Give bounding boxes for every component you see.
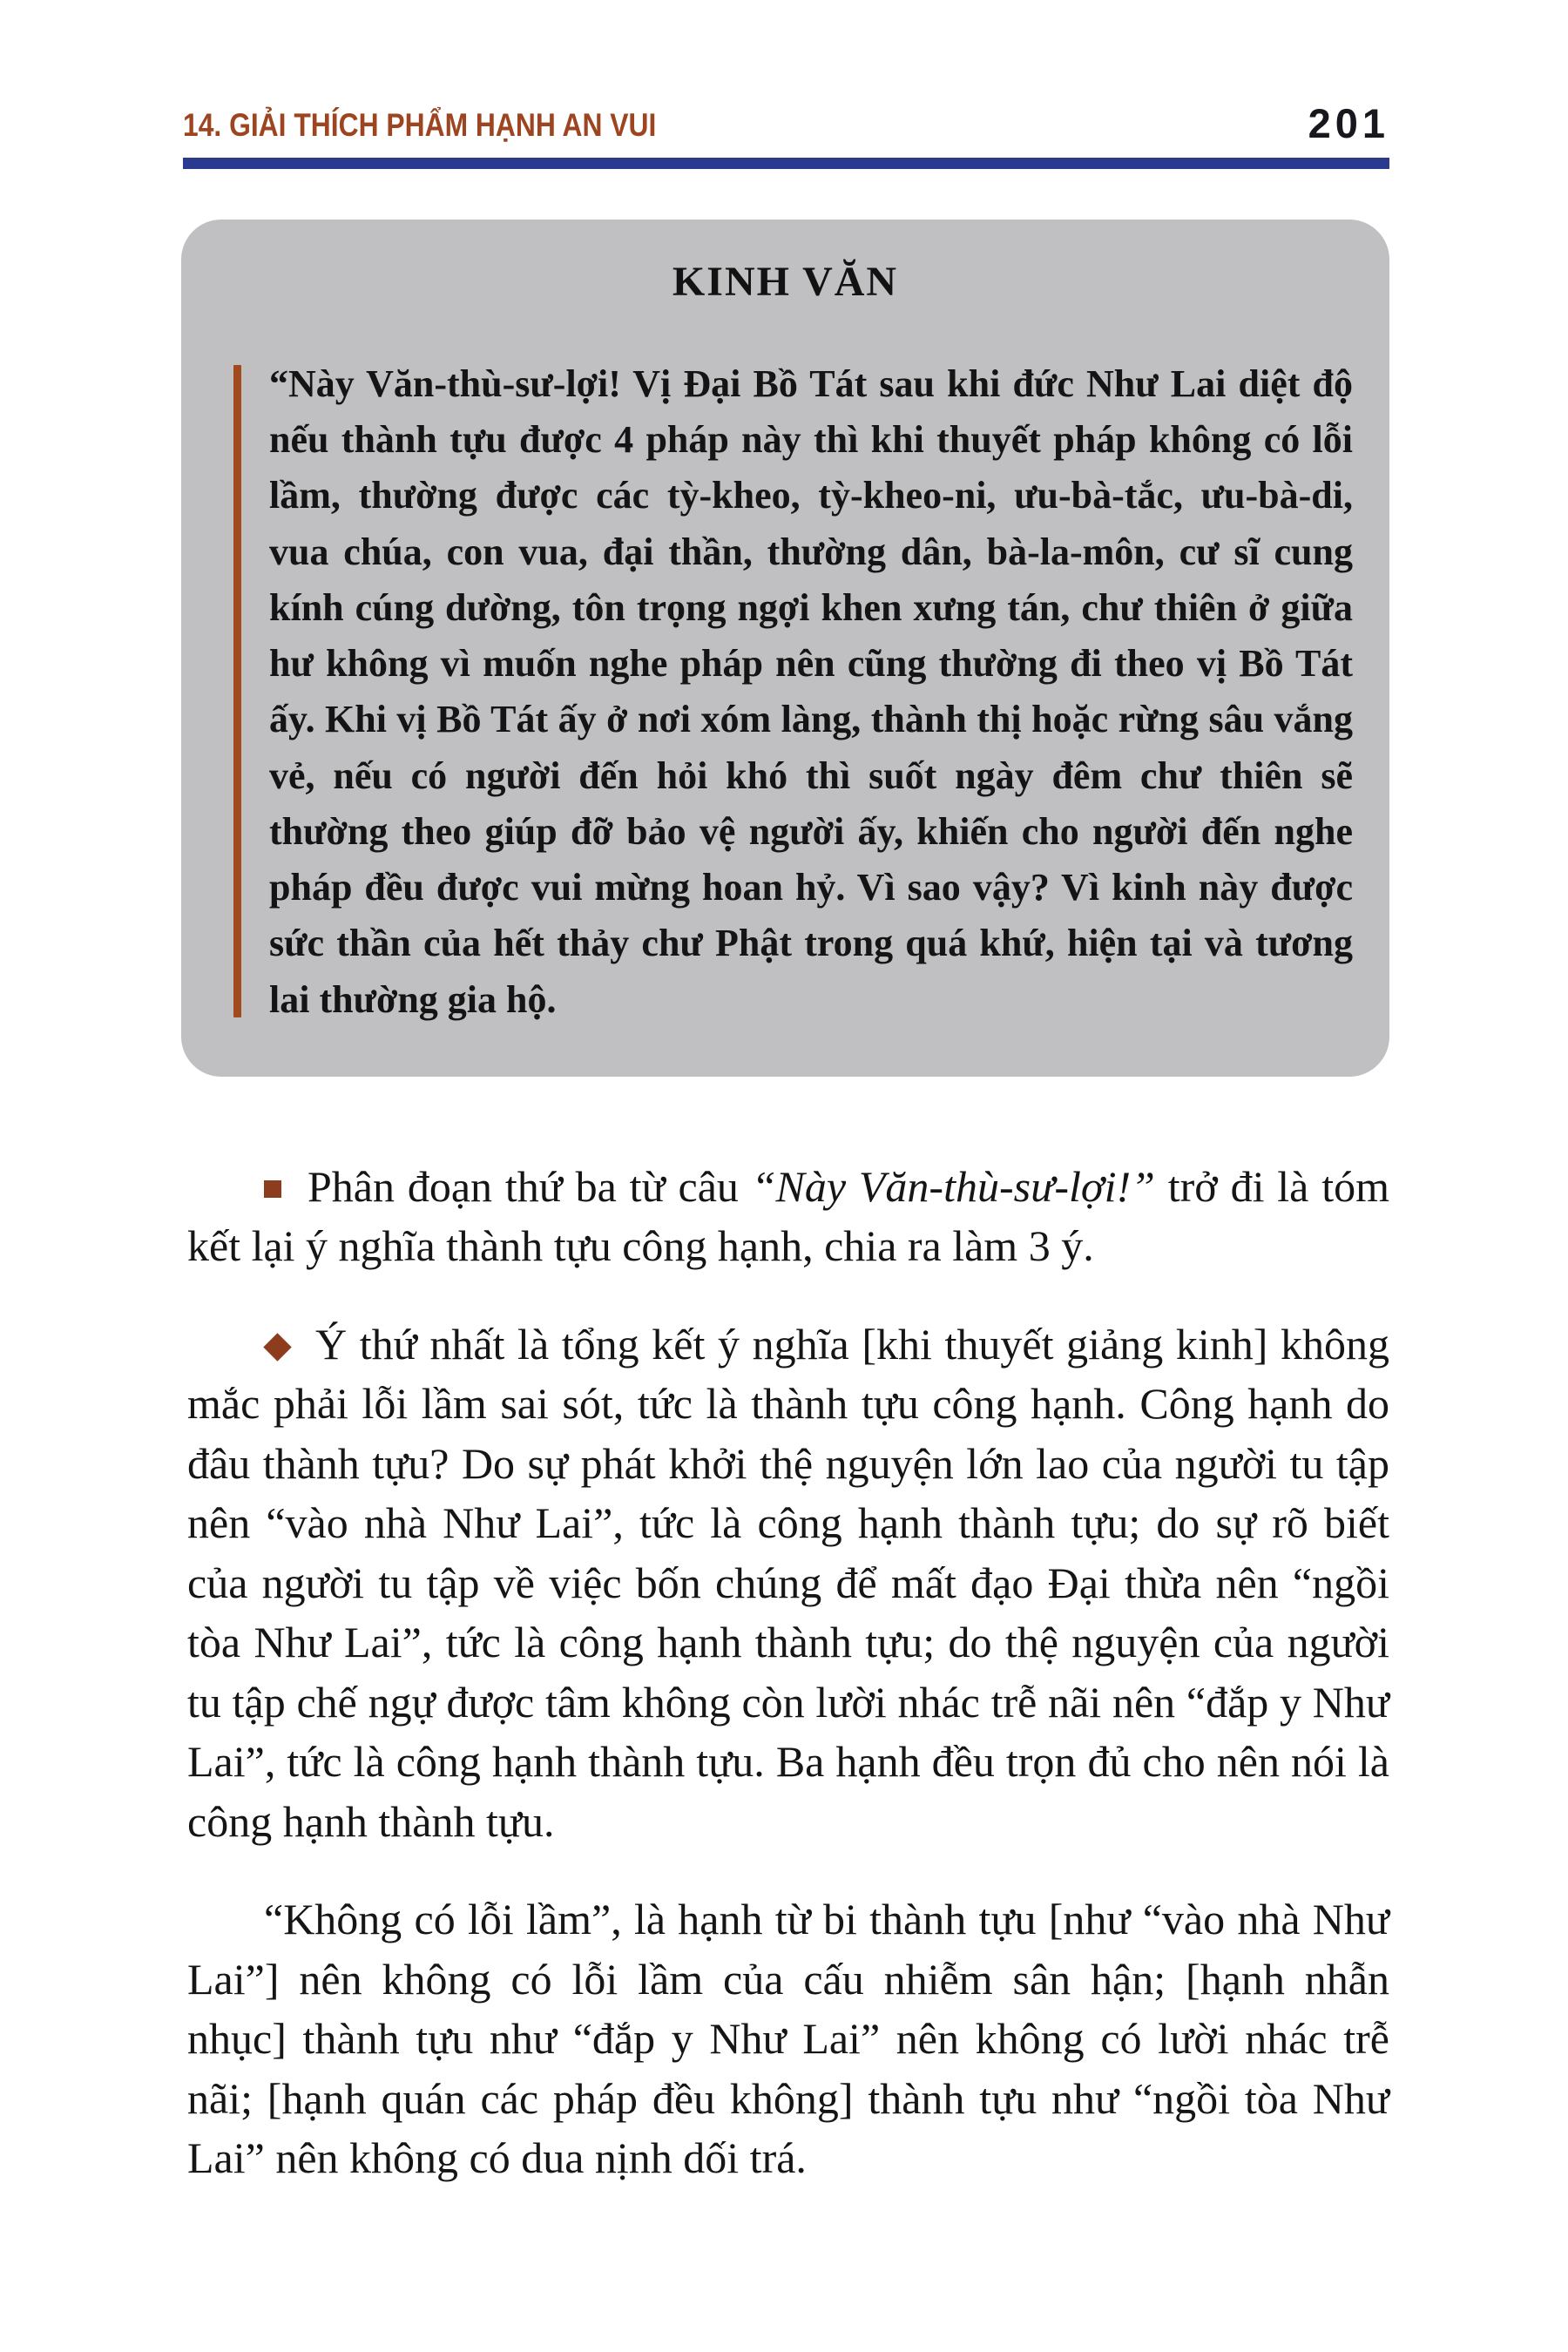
paragraph-text: Phân đoạn thứ ba từ câu	[308, 1161, 752, 1211]
running-header	[0, 0, 1568, 169]
chapter-title: 14. GIẢI THÍCH PHẨM HẠNH AN VUI	[183, 107, 657, 143]
sutra-quote-row	[202, 356, 1358, 1028]
commentary-paragraph	[187, 1157, 1389, 1276]
commentary-paragraph	[187, 1315, 1389, 1852]
sutra-quote-text: “Này Văn-thù-sư-lợi! Vị Đại Bồ Tát sau khi đức Như Lai diệt độ nếu thành tựu được 4 pháp này thì khi thuyết pháp không có lỗi lầm, thường được các tỳ-kheo, tỳ-kheo-ni, ưu-bà-tắc, ưu-bà-di, vua chúa, con vua, đại thần, thường dân, bà-la-môn, cư sĩ cung kính cúng dường, tôn trọng ngợi khen xưng tán, chư thiên ở giữa hư không vì muốn nghe pháp nên cũng thường đi theo vị Bồ Tát ấy. Khi vị Bồ Tát ấy ở nơi xóm làng, thành thị hoặc rừng sâu vắng vẻ, nếu có người đến hỏi khó thì suốt ngày đêm chư thiên sẽ thường theo giúp đỡ bảo vệ người ấy, khiến cho người đến nghe pháp đều được vui mừng hoan hỷ. Vì sao vậy? Vì kinh này được sức thần của hết thảy chư Phật trong quá khứ, hiện tại và tương lai thường gia hộ.	[269, 362, 1353, 1021]
quote-left-bar	[233, 365, 241, 1017]
sutra-quote-box	[181, 220, 1389, 1077]
square-bullet-icon	[264, 1180, 281, 1198]
header-rule-divider	[183, 158, 1389, 169]
diamond-bullet-icon	[263, 1333, 292, 1362]
sutra-box-title: KINH VĂN	[672, 259, 899, 305]
commentary-body	[187, 1157, 1389, 2188]
paragraph-text: trở đi là tóm kết lại ý nghĩa thành tựu công hạnh, chia ra làm 3 ý.	[187, 1161, 1389, 1271]
paragraph-text: Ý thứ nhất là tổng kết ý nghĩa [khi thuyết giảng kinh] không mắc phải lỗi lầm sai sót, tức là thành tựu công hạnh. Công hạnh do đâu thành tựu? Do sự phát khởi thệ nguyện lớn lao của người tu tập nên “vào nhà Như Lai”, tức là công hạnh thành tựu; do sự rõ biết của người tu tập về việc bốn chúng để mất đạo Đại thừa nên “ngồi tòa Như Lai”, tức là công hạnh thành tựu; do thệ nguyện của người tu tập chế ngự được tâm không còn lười nhác trễ nãi nên “đắp y Như Lai”, tức là công hạnh thành tựu. Ba hạnh đều trọn đủ cho nên nói là công hạnh thành tựu.	[187, 1319, 1389, 1846]
page-number: 201	[1308, 100, 1389, 146]
commentary-paragraph: “Không có lỗi lầm”, là hạnh từ bi thành tựu [như “vào nhà Như Lai”] nên không có lỗi lầm của cấu nhiễm sân hận; [hạnh nhẫn nhục] thành tựu như “đắp y Như Lai” nên không có lười nhác trễ nãi; [hạnh quán các pháp đều không] thành tựu như “ngồi tòa Như Lai” nên không có dua nịnh dối trá.	[187, 1895, 1389, 2183]
quoted-phrase-italic: “Này Văn-thù-sư-lợi!”	[751, 1161, 1155, 1211]
running-head-row	[183, 100, 1389, 146]
